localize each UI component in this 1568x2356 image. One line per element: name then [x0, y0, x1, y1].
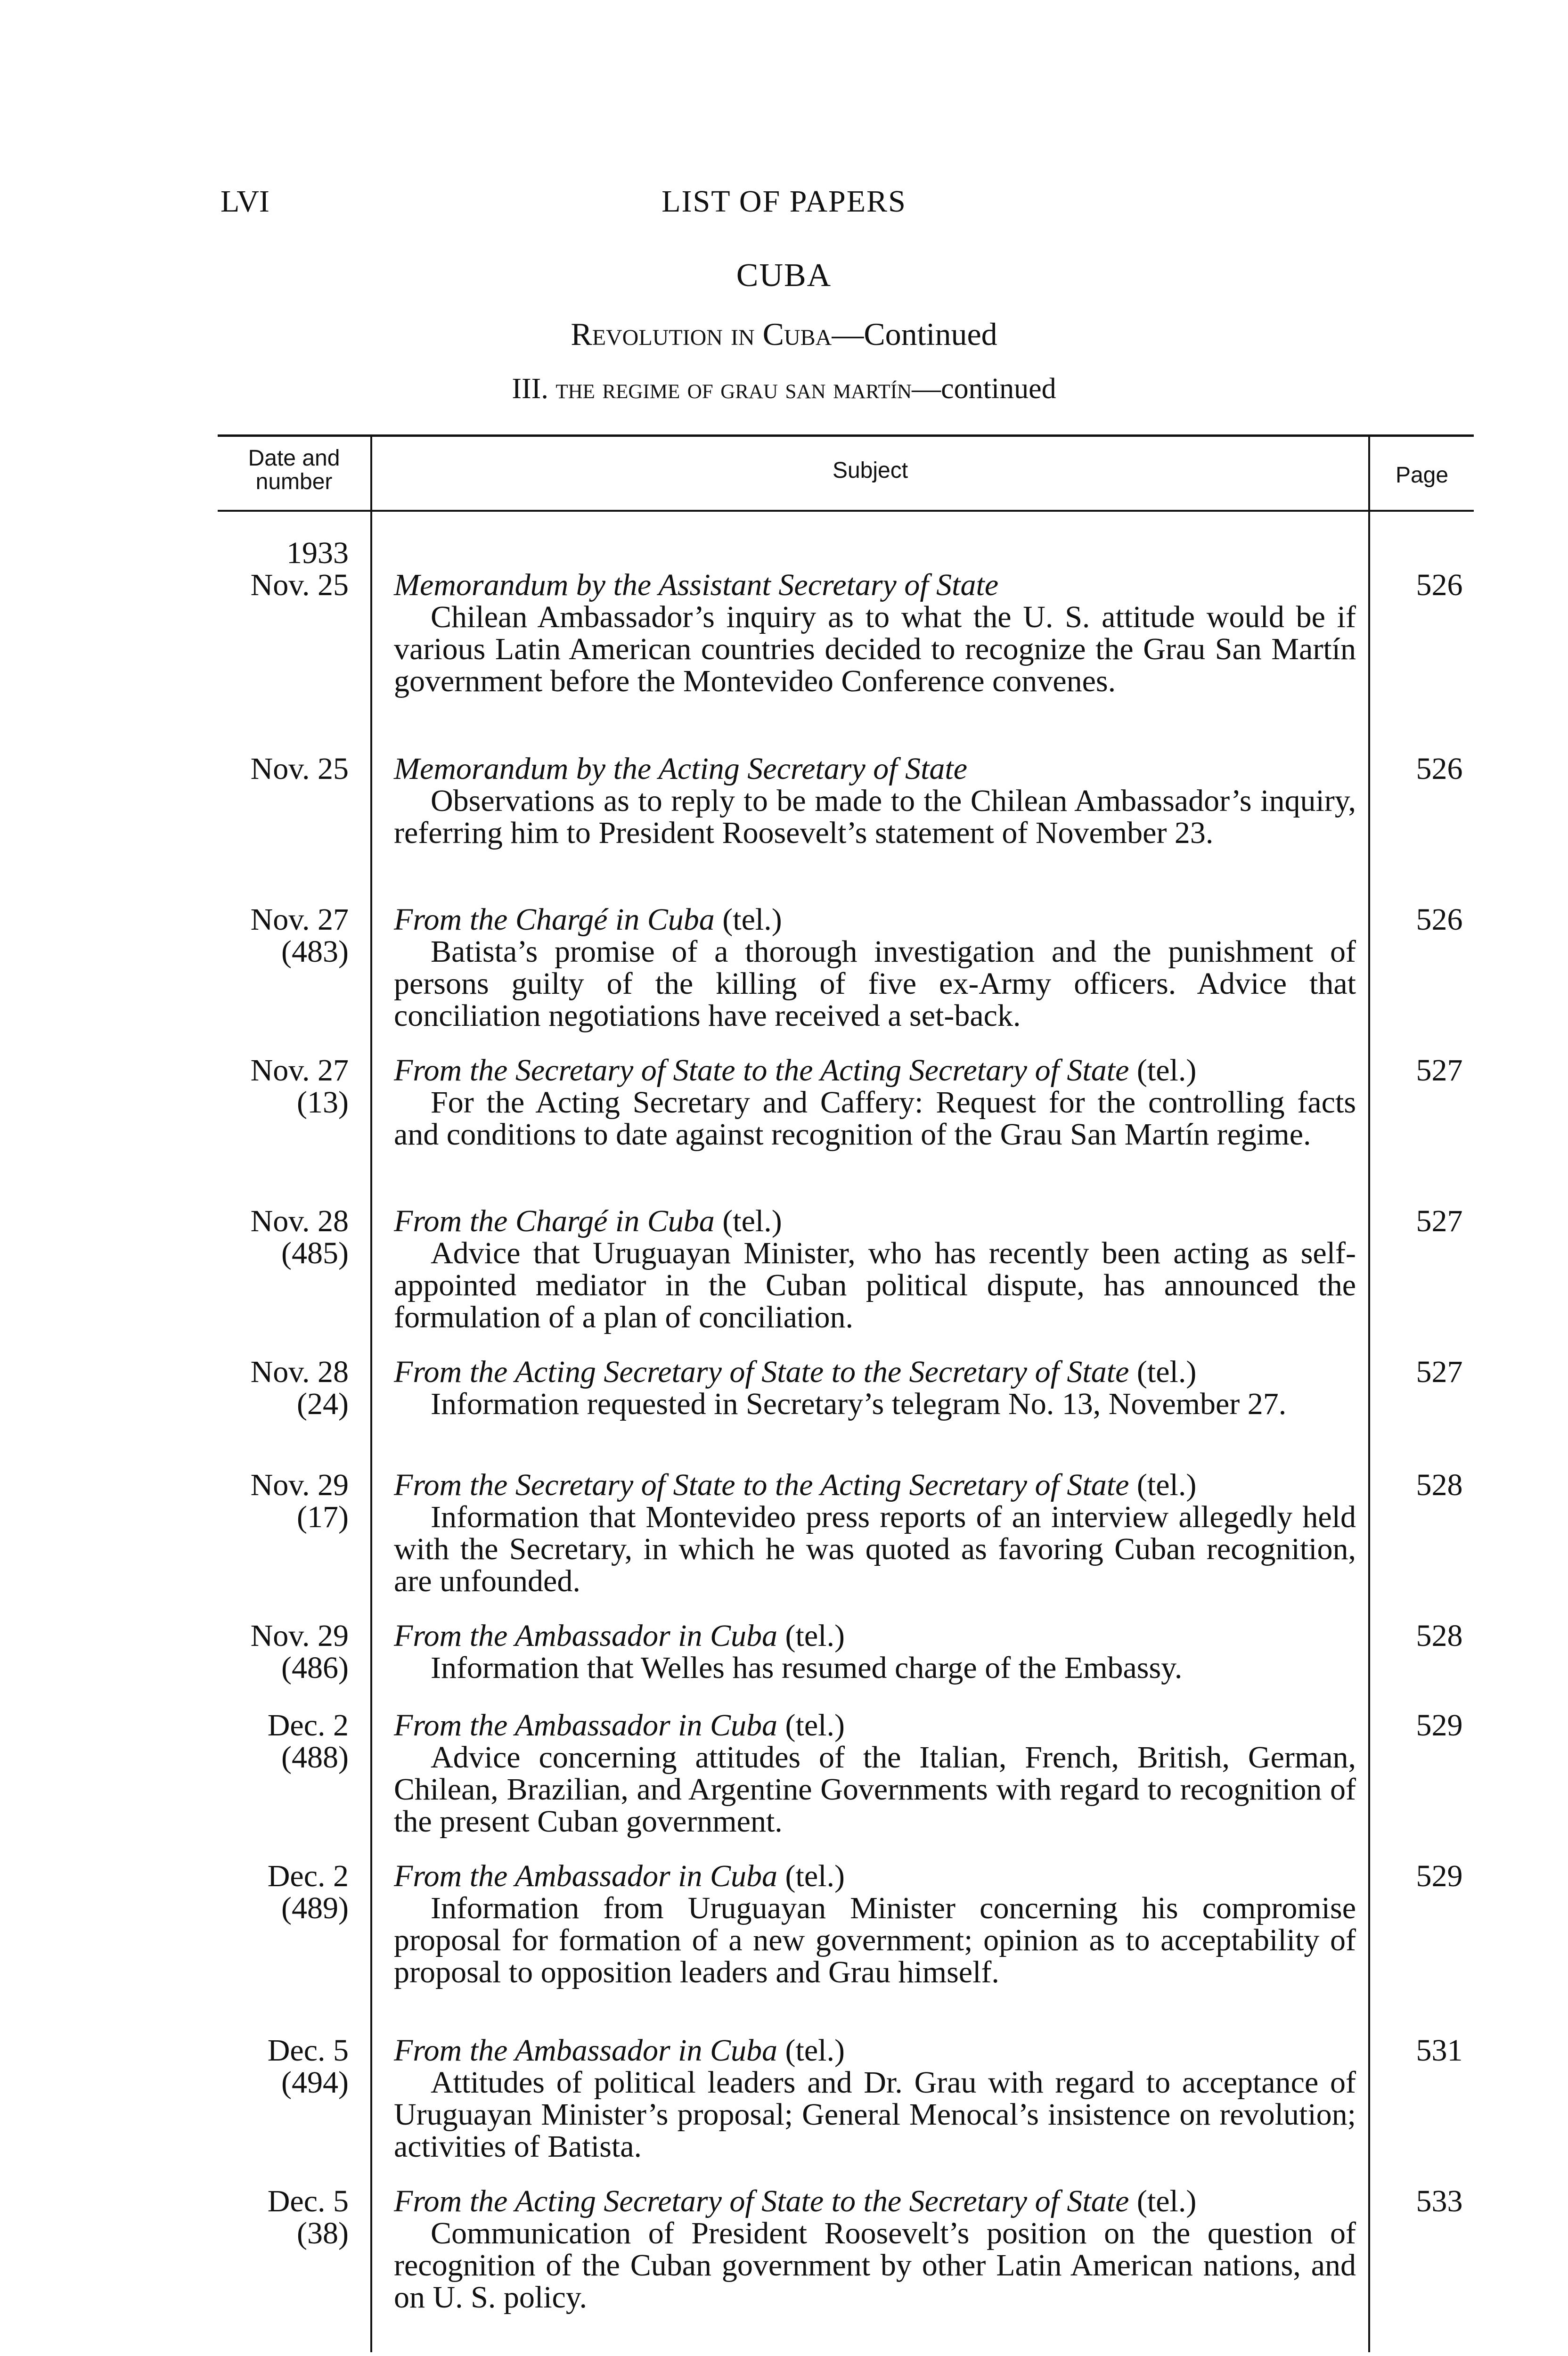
entry-date-block	[268, 1860, 349, 1924]
entry-number: (38)	[297, 2216, 349, 2250]
year-label: 1933	[286, 536, 349, 570]
entry-number: (488)	[281, 1740, 349, 1775]
entry-title: Memorandum by the Assistant Secretary of State	[394, 568, 999, 602]
column-divider-left	[370, 434, 372, 2352]
entry-title-line	[394, 904, 1356, 936]
column-header-subject: Subject	[832, 458, 908, 483]
entry-date: Nov. 25	[250, 568, 349, 602]
entry-title-line	[394, 1055, 1356, 1087]
entry-page: 533	[1416, 2184, 1463, 2218]
entry-subject	[394, 1469, 1356, 1597]
entry-description: Communication of President Roosevelt’s position on the question of recognition of the Cuban government by other Latin American nations, and on U. S. policy.	[394, 2216, 1356, 2315]
entry-page: 528	[1416, 1468, 1463, 1502]
entry-date: Dec. 2	[267, 1859, 349, 1893]
entry-date-block	[268, 1710, 349, 1774]
entry-title-suffix: (tel.)	[1129, 1468, 1197, 1502]
entry-title-suffix: (tel.)	[714, 1204, 782, 1238]
column-header-date-line1: Date and	[248, 446, 340, 471]
section-title: Revolution in Cuba	[571, 316, 832, 352]
entry-page: 526	[1416, 902, 1463, 937]
entry-date: Dec. 5	[267, 2184, 349, 2218]
entry-description: For the Acting Secretary and Caffery: Request for the controlling facts and conditions to date against recognition of the Grau San Martín regime.	[394, 1085, 1356, 1152]
subsection-suffix: —continued	[912, 373, 1056, 405]
entry-description: Chilean Ambassador’s inquiry as to what the U. S. attitude would be if various Latin American countries decided to recognize the Grau San Martín government before the Montevideo Conference convenes.	[394, 600, 1356, 698]
entry-page: 529	[1416, 1708, 1463, 1742]
entry-title: From the Secretary of State to the Acting Secretary of State	[394, 1468, 1129, 1502]
entry-date: Nov. 29	[250, 1468, 349, 1502]
subsection-heading	[0, 372, 1568, 406]
entry-number: (13)	[297, 1085, 349, 1120]
entry-title: From the Chargé in Cuba	[394, 902, 715, 937]
entry-title-line	[394, 1620, 1356, 1652]
entry-subject	[394, 753, 1356, 849]
entry-subject	[394, 1860, 1356, 1988]
entry-title-line	[394, 1860, 1356, 1892]
entry-date: Nov. 28	[250, 1355, 349, 1389]
entry-date-block	[268, 2185, 349, 2250]
entry-page: 529	[1416, 1859, 1463, 1893]
entry-date-block	[251, 1620, 349, 1684]
table-header-rule	[218, 510, 1474, 512]
entry-number: (486)	[281, 1651, 349, 1685]
entry-page: 528	[1416, 1619, 1463, 1653]
entry-subject	[394, 1356, 1356, 1420]
entry-title: From the Ambassador in Cuba	[394, 1619, 778, 1653]
entry-date-block	[251, 1356, 349, 1420]
entry-page: 526	[1416, 568, 1463, 602]
entry-page: 531	[1416, 2033, 1463, 2068]
entry-description: Information requested in Secretary’s telegram No. 13, November 27.	[431, 1387, 1287, 1421]
entry-title-line	[394, 1205, 1356, 1237]
entry-subject	[394, 1205, 1356, 1333]
entry-title-suffix: (tel.)	[714, 902, 782, 937]
entry-title-line	[394, 1356, 1356, 1388]
subsection-title: III. the regime of grau san martín	[512, 373, 912, 405]
entry-title-suffix: (tel.)	[1129, 1355, 1197, 1389]
entry-date-block	[251, 1205, 349, 1269]
entry-number: (489)	[281, 1891, 349, 1925]
entry-description: Information that Montevideo press reports of an interview allegedly held with the Secretary, in which he was quoted as favoring Cuban recognition, are unfounded.	[394, 1500, 1356, 1598]
entry-date: Nov. 27	[250, 902, 349, 937]
running-title: LIST OF PAPERS	[662, 184, 906, 219]
entry-date-block	[251, 1055, 349, 1119]
entry-subject	[394, 1055, 1356, 1151]
table-top-rule	[218, 434, 1474, 437]
entry-title-suffix: (tel.)	[1129, 1053, 1197, 1088]
entry-title-suffix: (tel.)	[777, 1859, 845, 1893]
entry-subject	[394, 569, 1356, 697]
entry-title-line	[394, 2185, 1356, 2217]
column-divider-right	[1368, 434, 1370, 2352]
entry-subject	[394, 904, 1356, 1032]
entry-number: (485)	[281, 1236, 349, 1270]
entry-number: (24)	[297, 1387, 349, 1421]
entry-title-suffix: (tel.)	[777, 1619, 845, 1653]
entry-subject	[394, 2035, 1356, 2163]
entry-date: Nov. 27	[250, 1053, 349, 1088]
entry-title-line	[394, 569, 1356, 601]
entry-page: 526	[1416, 752, 1463, 786]
entry-title: From the Ambassador in Cuba	[394, 1708, 778, 1742]
entry-date-block	[251, 753, 349, 785]
country-heading: CUBA	[736, 257, 832, 294]
entry-title: From the Secretary of State to the Acting Secretary of State	[394, 1053, 1129, 1088]
entry-title-suffix: (tel.)	[777, 1708, 845, 1742]
entry-number: (17)	[297, 1500, 349, 1534]
entry-date-block	[251, 904, 349, 968]
entry-description: Information from Uruguayan Minister concerning his compromise proposal for formation of a new government; opinion as to acceptability of proposal to opposition leaders and Grau himself.	[394, 1891, 1356, 1989]
entry-number: (494)	[281, 2065, 349, 2100]
entry-title-line	[394, 2035, 1356, 2067]
entry-date: Nov. 29	[250, 1619, 349, 1653]
entry-title-line	[394, 1710, 1356, 1742]
entry-date: Nov. 25	[250, 752, 349, 786]
entry-title: From the Acting Secretary of State to the Secretary of State	[394, 1355, 1129, 1389]
entry-title: From the Chargé in Cuba	[394, 1204, 715, 1238]
column-header-page: Page	[1395, 463, 1449, 488]
entry-date: Nov. 28	[250, 1204, 349, 1238]
entry-subject	[394, 2185, 1356, 2314]
page-number: LVI	[220, 184, 270, 219]
entry-title: From the Acting Secretary of State to the Secretary of State	[394, 2184, 1129, 2218]
entry-title: From the Ambassador in Cuba	[394, 2033, 778, 2068]
section-suffix: —Continued	[832, 316, 997, 352]
entry-date: Dec. 5	[267, 2033, 349, 2068]
entry-title-line	[394, 1469, 1356, 1501]
entry-date-block	[251, 569, 349, 601]
entry-description: Information that Welles has resumed charge of the Embassy.	[431, 1651, 1183, 1685]
entry-page: 527	[1416, 1053, 1463, 1088]
entry-date-block	[251, 1469, 349, 1533]
section-heading	[0, 316, 1568, 353]
column-header-date	[218, 447, 370, 494]
entry-number: (483)	[281, 934, 349, 969]
entry-description: Batista’s promise of a thorough investigation and the punishment of persons guilty of the killing of five ex-Army officers. Advice that conciliation negotiations have received a set-back.	[394, 934, 1356, 1033]
entry-page: 527	[1416, 1204, 1463, 1238]
entry-date-block	[268, 2035, 349, 2099]
entry-subject	[394, 1710, 1356, 1838]
entry-date: Dec. 2	[267, 1708, 349, 1742]
entry-description: Observations as to reply to be made to the Chilean Ambassador’s inquiry, referring him to President Roosevelt’s statement of November 23.	[394, 784, 1356, 850]
entry-title: From the Ambassador in Cuba	[394, 1859, 778, 1893]
entry-title-line	[394, 753, 1356, 785]
entry-page: 527	[1416, 1355, 1463, 1389]
entry-title-suffix: (tel.)	[1129, 2184, 1197, 2218]
entry-title: Memorandum by the Acting Secretary of State	[394, 752, 968, 786]
entry-title-suffix: (tel.)	[777, 2033, 845, 2068]
column-header-date-line2: number	[255, 469, 333, 495]
entry-description: Advice that Uruguayan Minister, who has recently been acting as self-appointed mediator in the Cuban political dispute, has announced the formulation of a plan of conciliation.	[394, 1236, 1356, 1334]
entry-subject	[394, 1620, 1356, 1684]
entry-description: Advice concerning attitudes of the Italian, French, British, German, Chilean, Brazilian, and Argentine Governments with regard to recognition of the present Cuban government.	[394, 1740, 1356, 1839]
entry-description: Attitudes of political leaders and Dr. Grau with regard to acceptance of Uruguayan Minister’s proposal; General Menocal’s insistence on revolution; activities of Batista.	[394, 2065, 1356, 2164]
